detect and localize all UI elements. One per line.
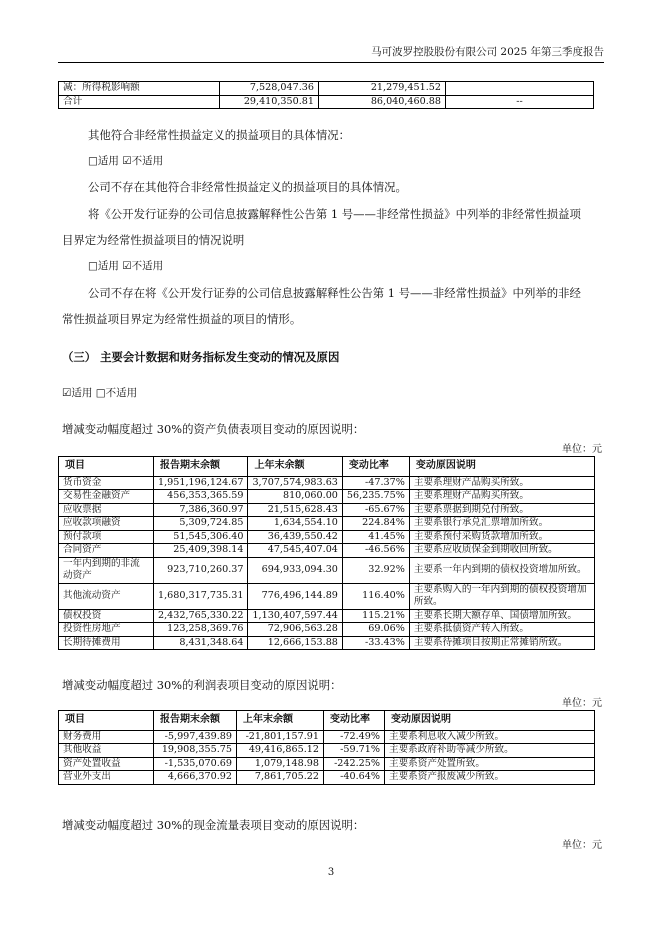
row-value: -40.64% (324, 771, 385, 785)
row-label: 债权投资 (59, 609, 154, 623)
row-label: 货币资金 (59, 476, 154, 490)
checkbox-line: □适用 ☑不适用 (88, 155, 164, 167)
row-value: 21,279,451.52 (319, 82, 446, 96)
row-label: 其他流动资产 (59, 583, 154, 609)
table-row (59, 636, 595, 650)
row-value: 8,431,348.64 (154, 636, 248, 650)
table-row (59, 82, 594, 96)
row-label: 减：所得税影响额 (59, 82, 220, 96)
row-value (446, 82, 594, 96)
row-reason: 主要系购入的一年内到期的债权投资增加所致。 (409, 583, 594, 609)
row-reason: 主要系利息收入减少所致。 (385, 730, 595, 744)
row-value: 49,416,865.12 (237, 744, 324, 758)
row-value: 19,908,355.75 (154, 744, 237, 758)
col-header: 报告期末余额 (154, 711, 237, 731)
col-header: 报告期末余额 (154, 457, 248, 477)
row-value: 115.21% (342, 609, 409, 623)
row-value: 29,410,350.81 (220, 95, 319, 109)
row-reason: 主要系理财产品购买所致。 (409, 490, 594, 504)
paragraph: 将《公开发行证券的公司信息披露解释性公告第 1 号——非经常性损益》中列举的非经常性损益项 (88, 207, 581, 221)
row-value: 47,545,407.04 (248, 544, 342, 558)
col-header: 项目 (59, 457, 154, 477)
income-statement-change-table (58, 710, 595, 785)
row-value: 1,680,317,735.31 (154, 583, 248, 609)
col-header: 变动原因说明 (385, 711, 595, 731)
paragraph: 公司不存在其他符合非经常性损益定义的损益项目的具体情况。 (88, 180, 407, 194)
row-label: 其他收益 (59, 744, 154, 758)
row-value: -65.67% (342, 503, 409, 517)
row-reason: 主要系理财产品购买所致。 (409, 476, 594, 490)
balance-sheet-change-table (58, 456, 595, 650)
paragraph: 目界定为经常性损益项目的情况说明 (62, 233, 245, 247)
report-header: 马可波罗控股股份有限公司 2025 年第三季度报告 (371, 46, 604, 58)
row-value: 1,079,148.98 (237, 757, 324, 771)
row-label: 预付款项 (59, 530, 154, 544)
row-label: 应收票据 (59, 503, 154, 517)
row-reason: 主要系票据到期兑付所致。 (409, 503, 594, 517)
row-value: 1,634,554.10 (248, 517, 342, 531)
col-header: 上年末余额 (248, 457, 342, 477)
row-label: 一年内到期的非流动资产 (59, 557, 154, 583)
row-reason: 主要系待摊项目按期正常摊销所致。 (409, 636, 594, 650)
paragraph: 增减变动幅度超过 30%的利润表项目变动的原因说明： (62, 678, 342, 692)
row-reason: 主要系抵债资产转入所致。 (409, 623, 594, 637)
row-label: 长期待摊费用 (59, 636, 154, 650)
table-row (59, 95, 594, 109)
row-reason: 主要系资产报废减少所致。 (385, 771, 595, 785)
row-value: 7,528,047.36 (220, 82, 319, 96)
paragraph: 增减变动幅度超过 30%的现金流量表项目变动的原因说明： (62, 818, 365, 832)
row-value: 4,666,370.92 (154, 771, 237, 785)
table-row (59, 503, 595, 517)
row-reason: 主要系政府补助等减少所致。 (385, 744, 595, 758)
row-value: 72,906,563.28 (248, 623, 342, 637)
checkbox-line: □适用 ☑不适用 (88, 260, 164, 272)
row-value: -47.37% (342, 476, 409, 490)
table-row (59, 517, 595, 531)
col-header: 变动原因说明 (409, 457, 594, 477)
col-header: 变动比率 (342, 457, 409, 477)
row-value: 12,666,153.88 (248, 636, 342, 650)
row-value: 25,409,398.14 (154, 544, 248, 558)
table-row (59, 530, 595, 544)
row-reason: 主要系一年内到期的债权投资增加所致。 (409, 557, 594, 583)
table-row (59, 757, 595, 771)
unit-label: 单位：元 (562, 840, 602, 851)
row-value: 36,439,550.42 (248, 530, 342, 544)
table-row (59, 744, 595, 758)
row-reason: 主要系应收质保金到期收回所致。 (409, 544, 594, 558)
paragraph: 其他符合非经常性损益定义的损益项目的具体情况： (88, 128, 350, 142)
row-value: 69.06% (342, 623, 409, 637)
row-label: 合计 (59, 95, 220, 109)
table-row (59, 544, 595, 558)
row-value: 21,515,628.43 (248, 503, 342, 517)
row-value: 810,060.00 (248, 490, 342, 504)
row-value: 41.45% (342, 530, 409, 544)
row-value: 86,040,460.88 (319, 95, 446, 109)
row-value: 5,309,724.85 (154, 517, 248, 531)
row-value: 2,432,765,330.22 (154, 609, 248, 623)
row-label: 财务费用 (59, 730, 154, 744)
row-value: -59.71% (324, 744, 385, 758)
row-reason: 主要系预付采购货款增加所致。 (409, 530, 594, 544)
section-heading: （三） 主要会计数据和财务指标发生变动的情况及原因 (62, 350, 340, 364)
row-value: 7,386,360.97 (154, 503, 248, 517)
table-row (59, 771, 595, 785)
row-value: -- (446, 95, 594, 109)
page-number: 3 (327, 867, 335, 878)
row-value: 123,258,369.76 (154, 623, 248, 637)
col-header: 变动比率 (324, 711, 385, 731)
row-value: 51,545,306.40 (154, 530, 248, 544)
paragraph: 公司不存在将《公开发行证券的公司信息披露解释性公告第 1 号——非经常性损益》中列举的非经 (88, 286, 581, 300)
paragraph: 常性损益项目界定为经常性损益的项目的情形。 (62, 312, 302, 326)
col-header: 项目 (59, 711, 154, 731)
row-reason: 主要系资产处置所致。 (385, 757, 595, 771)
row-label: 应收款项融资 (59, 517, 154, 531)
unit-label: 单位：元 (562, 444, 602, 455)
table-row (59, 490, 595, 504)
row-value: 32.92% (342, 557, 409, 583)
row-value: 1,951,196,124.67 (154, 476, 248, 490)
row-value: -21,801,157.91 (237, 730, 324, 744)
row-value: 456,353,365.59 (154, 490, 248, 504)
paragraph: 增减变动幅度超过 30%的资产负债表项目变动的原因说明： (62, 422, 365, 436)
row-value: 3,707,574,983.63 (248, 476, 342, 490)
row-label: 营业外支出 (59, 771, 154, 785)
row-reason: 主要系银行承兑汇票增加所致。 (409, 517, 594, 531)
table-row (59, 730, 595, 744)
row-value: 923,710,260.37 (154, 557, 248, 583)
table-row (59, 557, 595, 583)
checkbox-line: ☑适用 □不适用 (62, 387, 138, 399)
row-value: 116.40% (342, 583, 409, 609)
row-label: 合同资产 (59, 544, 154, 558)
row-value: -5,997,439.89 (154, 730, 237, 744)
row-value: -1,535,070.69 (154, 757, 237, 771)
row-label: 投资性房地产 (59, 623, 154, 637)
table-row (59, 623, 595, 637)
table-row (59, 476, 595, 490)
row-label: 资产处置收益 (59, 757, 154, 771)
row-value: 694,933,094.30 (248, 557, 342, 583)
table-row (59, 609, 595, 623)
table-row (59, 583, 595, 609)
row-value: -72.49% (324, 730, 385, 744)
row-value: -242.25% (324, 757, 385, 771)
row-value: 1,130,407,597.44 (248, 609, 342, 623)
row-reason: 主要系长期大额存单、国债增加所致。 (409, 609, 594, 623)
nonrecurring-table-tail (58, 81, 594, 109)
unit-label: 单位：元 (562, 698, 602, 709)
table-header-row (59, 711, 595, 731)
row-value: 224.84% (342, 517, 409, 531)
table-header-row (59, 457, 595, 477)
row-label: 交易性金融资产 (59, 490, 154, 504)
row-value: -33.43% (342, 636, 409, 650)
header-rule (58, 62, 604, 63)
row-value: -46.56% (342, 544, 409, 558)
row-value: 776,496,144.89 (248, 583, 342, 609)
row-value: 56,235.75% (342, 490, 409, 504)
row-value: 7,861,705.22 (237, 771, 324, 785)
col-header: 上年末余额 (237, 711, 324, 731)
